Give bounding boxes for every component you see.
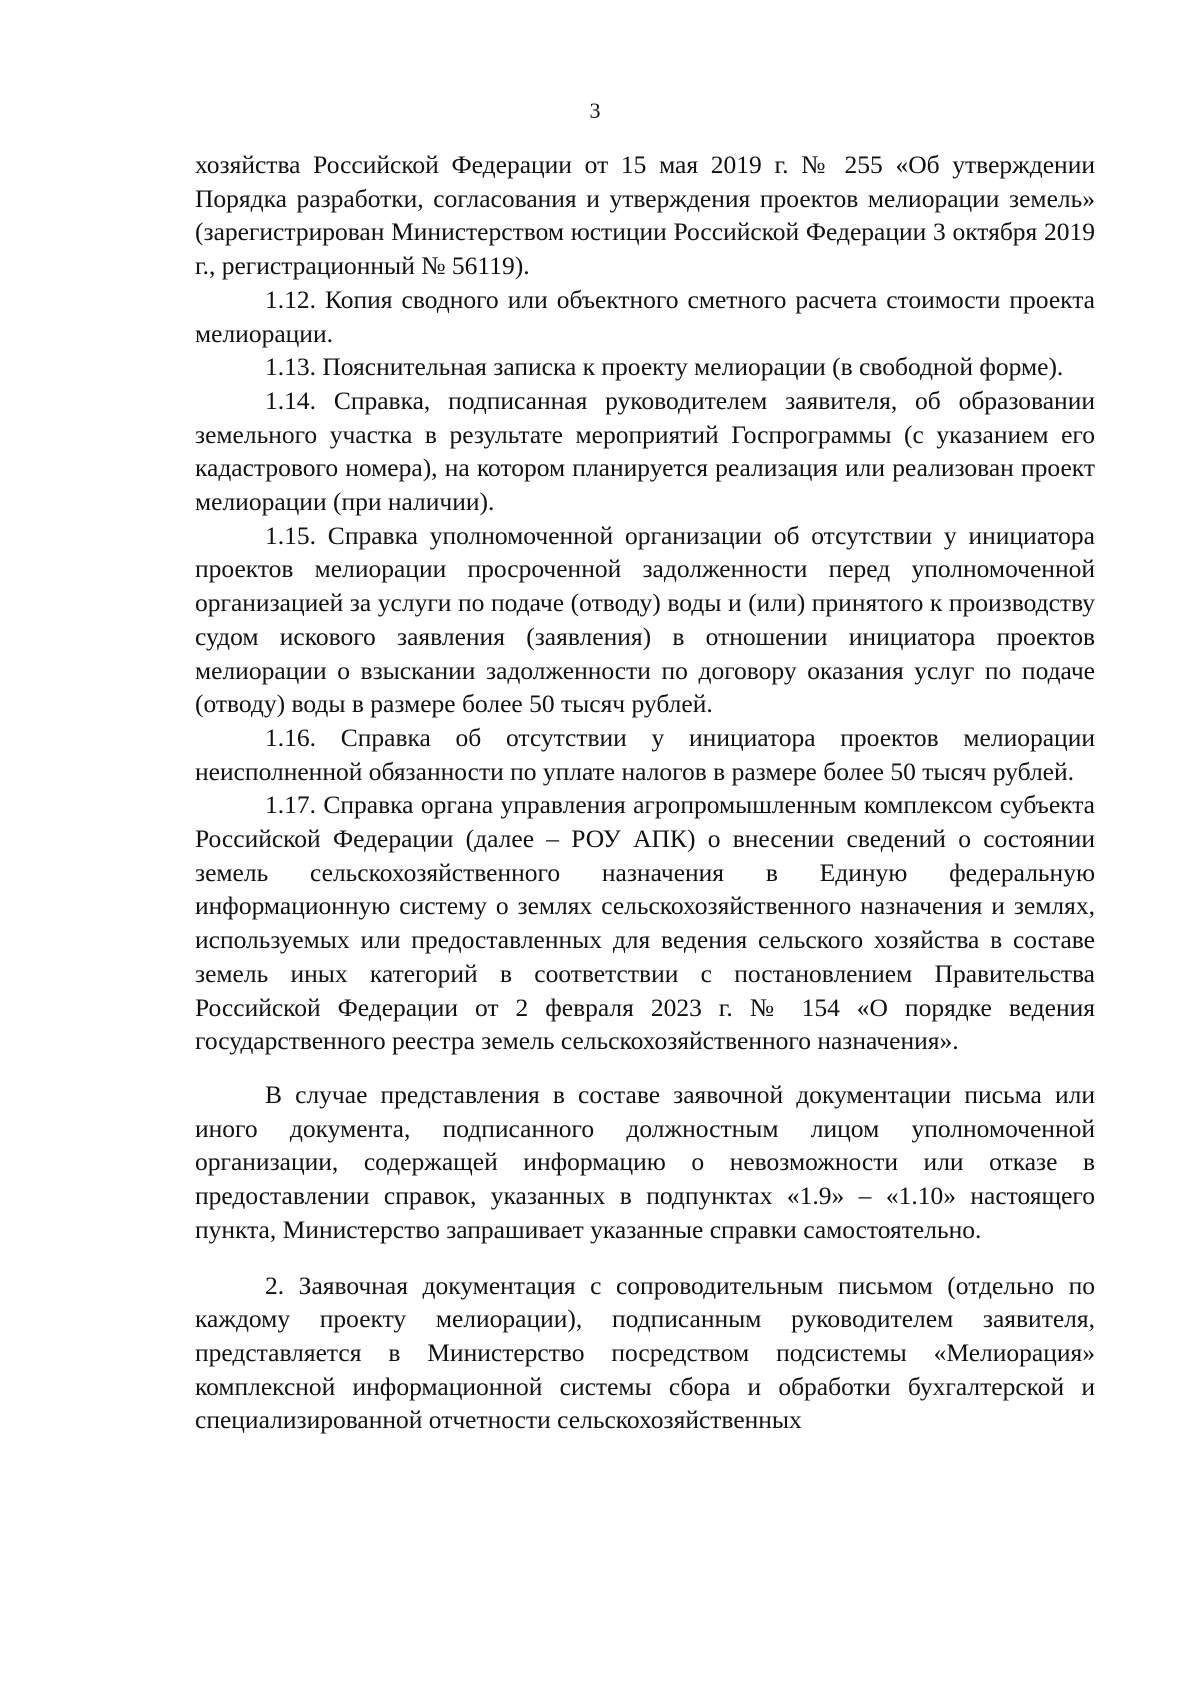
paragraph-1-13: 1.13. Пояснительная записка к проекту мелиорации (в свободной форме). bbox=[265, 352, 1064, 382]
paragraph-1-12: 1.12. Копия сводного или объектного сметного расчета стоимости проекта мелиорации. bbox=[195, 284, 1095, 348]
document-body bbox=[195, 148, 1095, 1437]
paragraph-1-17: 1.17. Справка органа управления агропромышленным комплексом субъекта Российской Федерации (далее – РОУ АПК) о внесении сведений о состоянии земель сельскохозяйственного назначения в Единую федеральную информационную систему о землях сельскохозяйственного назначения и землях, используемых или предоставленных для ведения сельского хозяйства в составе земель иных категорий в соответствии с постановлением Правительства Российской Федерации от 2 февраля 2023 г. № 154 «О порядке ведения государственного реестра земель сельскохозяйственного назначения». bbox=[195, 790, 1095, 1056]
paragraph-continuation: хозяйства Российской Федерации от 15 мая 2019 г. № 255 «Об утверждении Порядка разработки, согласования и утверждения проектов мелиорации земель» (зарегистрирован Министерством юстиции Российской Федерации 3 октября 2019 г., регистрационный № 56119). bbox=[195, 150, 1095, 281]
paragraph-1-14: 1.14. Справка, подписанная руководителем заявителя, об образовании земельного участка в результате мероприятий Госпрограммы (с указанием его кадастрового номера), на котором планируется реализация или реализован проект мелиорации (при наличии). bbox=[195, 385, 1095, 517]
paragraph-2: 2. Заявочная документация с сопроводительным письмом (отдельно по каждому проекту мелиорации), подписанным руководителем заявителя, представляется в Министерство посредством подсистемы «Мелиорация» комплексной информационной системы сбора и обработки бухгалтерской и специализированной отчетности сельскохозяйственных bbox=[195, 1270, 1095, 1435]
paragraph-1-16: 1.16. Справка об отсутствии у инициатора проектов мелиорации неисполненной обязанности по уплате налогов в размере более 50 тысяч рублей. bbox=[195, 722, 1095, 786]
page-number: 3 bbox=[589, 98, 601, 123]
paragraph-1-15: 1.15. Справка уполномоченной организации об отсутствии у инициатора проектов мелиорации просроченной задолженности перед уполномоченной организацией за услуги по подаче (отводу) воды и (или) принятого к производству судом искового заявления (заявления) в отношении инициатора проектов мелиорации о взыскании задолженности по договору оказания услуг по подаче (отводу) воды в размере более 50 тысяч рублей. bbox=[195, 520, 1095, 719]
paragraph-case: В случае представления в составе заявочной документации письма или иного документа, подписанного должностным лицом уполномоченной организации, содержащей информацию о невозможности или отказе в предоставлении справок, указанных в подпунктах «1.9» – «1.10» настоящего пункта, Министерство запрашивает указанные справки самостоятельно. bbox=[195, 1079, 1095, 1244]
